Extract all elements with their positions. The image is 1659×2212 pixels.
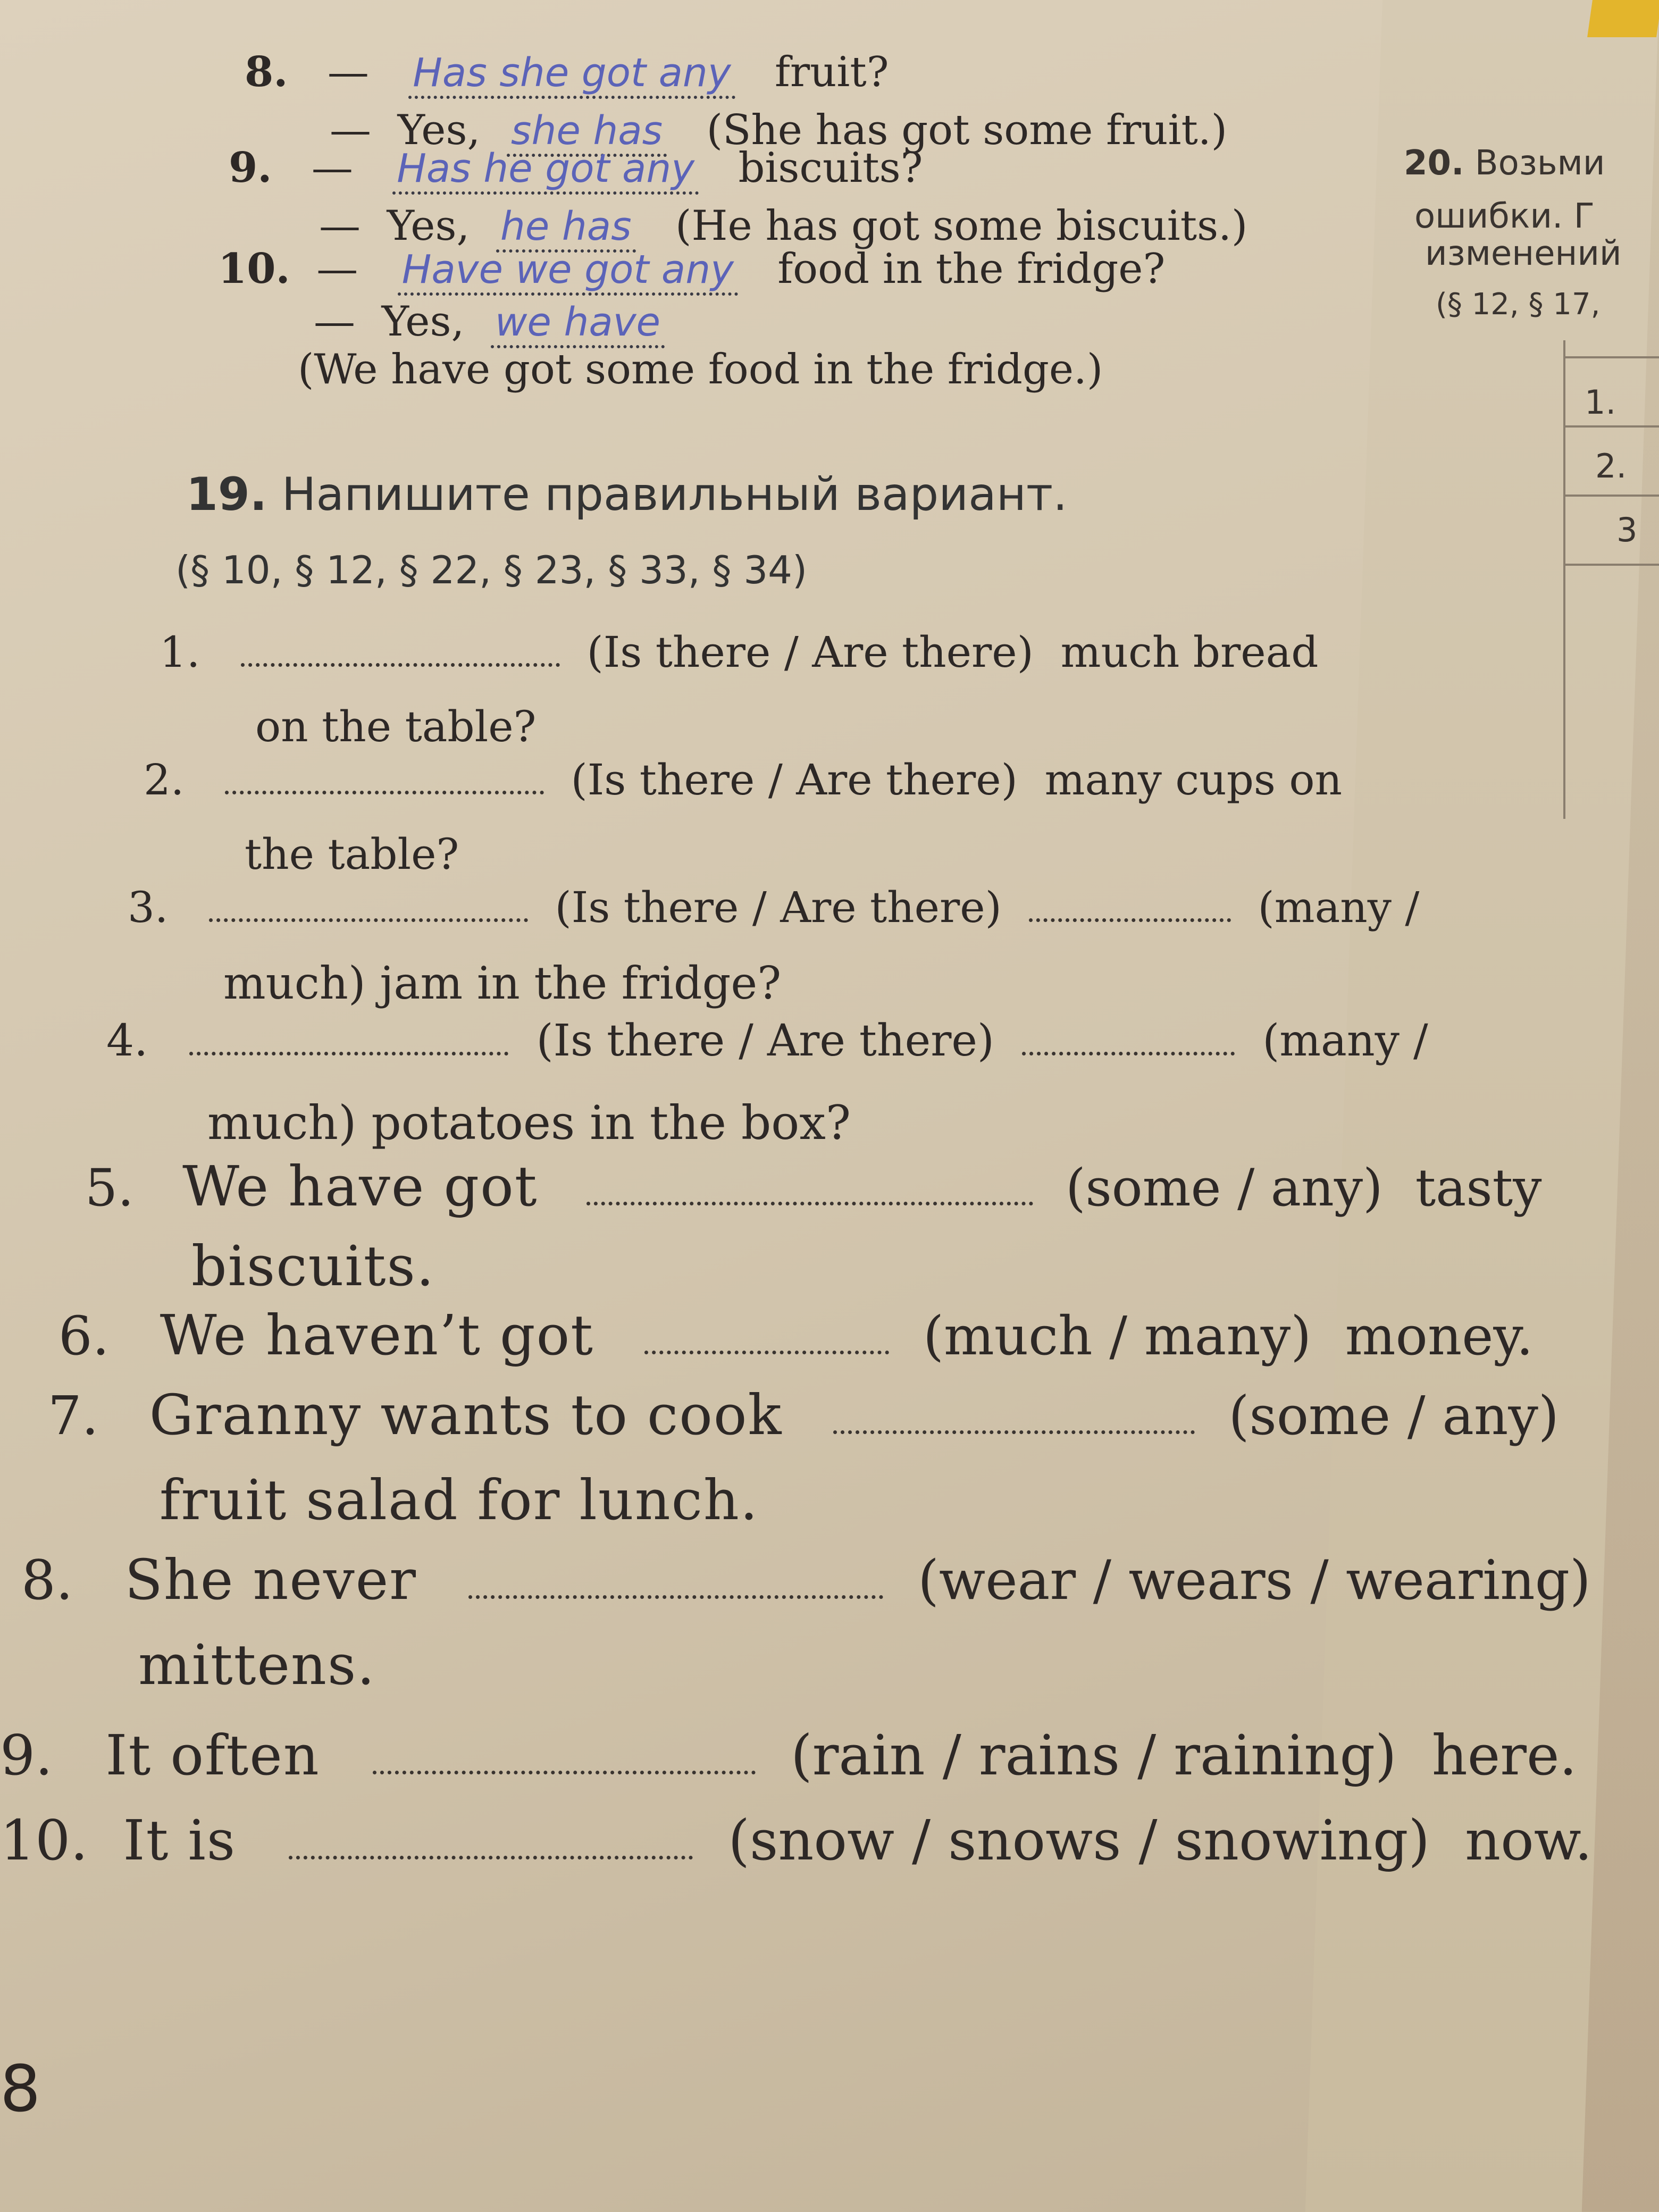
table-row-line: [1563, 356, 1659, 358]
task-19-refs: (§ 10, § 12, § 22, § 23, § 33, § 34): [175, 548, 808, 592]
question-text: food in the fridge?: [777, 245, 1166, 293]
answer-blank[interactable]: [373, 1765, 756, 1774]
choice-options: (some / any): [1228, 1385, 1559, 1447]
task-19-item-8-line-2: mittens.: [138, 1632, 376, 1697]
sentence-tail: much bread: [1060, 627, 1319, 677]
dash: —: [316, 245, 358, 293]
prev-item-10-question: [218, 245, 1165, 293]
task-19-item-5: [85, 1154, 1541, 1219]
choice-options: (Is there / Are there): [571, 755, 1018, 805]
table-row-line: [1563, 495, 1659, 497]
table-row-2-label: 2.: [1595, 447, 1627, 485]
page-corner-accent: [1587, 0, 1659, 37]
item-number: 9.: [229, 144, 272, 192]
handwritten-answer: Has she got any: [408, 50, 735, 99]
sentence-tail: tasty: [1415, 1158, 1542, 1218]
item-number: 9.: [0, 1723, 53, 1788]
task-20-title-fragment: Возьми: [1474, 144, 1605, 183]
item-number: 3.: [128, 883, 169, 932]
sentence-start: It often: [105, 1723, 320, 1788]
task-19-item-2-line-2: the table?: [245, 830, 459, 879]
prev-item-10-answer: [314, 298, 665, 346]
table-row-line: [1563, 425, 1659, 428]
prev-item-9-question: [229, 144, 923, 192]
task-19-item-6: [58, 1303, 1533, 1368]
answer-blank[interactable]: [225, 785, 544, 794]
sentence-start: It is: [123, 1808, 237, 1873]
choice-options: (Is there / Are there): [555, 883, 1002, 932]
task-20-heading: [1404, 144, 1605, 183]
answer-blank-2[interactable]: [1022, 1046, 1235, 1055]
item-number: 5.: [85, 1158, 134, 1218]
sentence-start: We have got: [182, 1154, 538, 1219]
item-number: 10.: [218, 245, 290, 293]
task-19-title: Напишите правильный вариант.: [281, 468, 1068, 521]
choice-options: (some / any): [1066, 1158, 1383, 1218]
prev-item-9-answer: [319, 202, 1247, 250]
item-number: 8.: [21, 1549, 73, 1612]
answer-hint: (He has got some biscuits.): [675, 202, 1248, 250]
item-number: 6.: [58, 1305, 110, 1367]
dash: —: [311, 144, 353, 192]
answer-blank-2[interactable]: [1029, 913, 1231, 922]
task-20-line-2: ошибки. Г: [1414, 197, 1595, 236]
dash: —: [327, 48, 369, 96]
item-number: 10.: [0, 1808, 88, 1873]
answer-blank[interactable]: [189, 1046, 508, 1055]
table-row-3-label: 3: [1616, 510, 1638, 549]
sentence-tail: money.: [1345, 1305, 1534, 1367]
task-19-item-10: [0, 1808, 1593, 1873]
yes-word: Yes,: [387, 202, 470, 250]
task-19-item-5-line-2: biscuits.: [191, 1234, 435, 1298]
handwritten-answer: we have: [491, 299, 665, 348]
task-19-item-1: [160, 627, 1319, 677]
yes-word: Yes,: [397, 106, 481, 154]
answer-blank[interactable]: [833, 1425, 1195, 1434]
item-number: 4.: [106, 1016, 148, 1066]
sentence-tail: here.: [1431, 1723, 1577, 1788]
task-19-item-3: [128, 883, 1419, 932]
task-19-heading: [186, 468, 1067, 521]
handwritten-answer: Has he got any: [392, 146, 699, 195]
dash: —: [330, 106, 371, 154]
prev-item-10-hint: (We have got some food in the fridge.): [298, 346, 1103, 393]
choice-options-2: (many /: [1262, 1016, 1428, 1066]
dash: —: [314, 298, 355, 346]
task-19-item-2: [144, 755, 1342, 805]
handwritten-answer: he has: [496, 204, 636, 253]
choice-options: (snow / snows / snowing): [728, 1808, 1430, 1873]
table-row-1-label: 1.: [1585, 383, 1616, 422]
page-number: 8: [0, 2052, 41, 2126]
task-20-number: 20.: [1404, 144, 1464, 183]
item-number: 7.: [48, 1385, 99, 1447]
choice-options-2: (many /: [1258, 883, 1420, 932]
item-number: 1.: [160, 627, 200, 677]
prev-item-8-question: [245, 48, 889, 96]
answer-blank[interactable]: [468, 1590, 883, 1599]
question-text: fruit?: [775, 48, 889, 96]
sentence-tail: now.: [1465, 1808, 1593, 1873]
handwritten-answer: she has: [507, 108, 667, 157]
answer-blank[interactable]: [586, 1196, 1033, 1205]
yes-word: Yes,: [381, 298, 465, 346]
choice-options: (much / many): [923, 1305, 1312, 1367]
task-19-item-4-line-2: much) potatoes in the box?: [207, 1095, 851, 1150]
sentence-start: Granny wants to cook: [149, 1382, 783, 1447]
task-19-item-1-line-2: on the table?: [255, 702, 537, 751]
dash: —: [319, 202, 361, 250]
answer-hint: (She has got some fruit.): [706, 106, 1228, 154]
task-20-refs: (§ 12, § 17,: [1436, 287, 1601, 322]
task-19-item-3-line-2: much) jam in the fridge?: [223, 957, 782, 1009]
sentence-start: We haven’t got: [160, 1303, 594, 1368]
choice-options: (rain / rains / raining): [791, 1723, 1397, 1788]
answer-blank[interactable]: [644, 1345, 889, 1354]
task-19-item-7: [48, 1382, 1559, 1447]
handwritten-answer: Have we got any: [398, 247, 738, 296]
sentence-tail: many cups on: [1044, 755, 1343, 805]
task-19-number: 19.: [186, 468, 267, 521]
answer-blank[interactable]: [209, 913, 528, 922]
task-19-item-7-line-2: fruit salad for lunch.: [160, 1468, 759, 1532]
choice-options: (Is there / Are there): [536, 1016, 994, 1066]
item-number: 2.: [144, 755, 185, 805]
answer-blank[interactable]: [241, 658, 560, 667]
choice-options: (wear / wears / wearing): [918, 1549, 1591, 1612]
task-20-line-3: изменений: [1425, 234, 1622, 273]
task-19-item-4: [106, 1016, 1428, 1066]
task-19-item-9: [0, 1723, 1577, 1788]
table-row-line: [1563, 564, 1659, 566]
answer-blank[interactable]: [289, 1850, 693, 1859]
task-19-item-8: [21, 1547, 1591, 1612]
sentence-start: She never: [124, 1547, 417, 1612]
choice-options: (Is there / Are there): [586, 627, 1034, 677]
question-text: biscuits?: [738, 144, 923, 192]
item-number: 8.: [245, 48, 288, 96]
